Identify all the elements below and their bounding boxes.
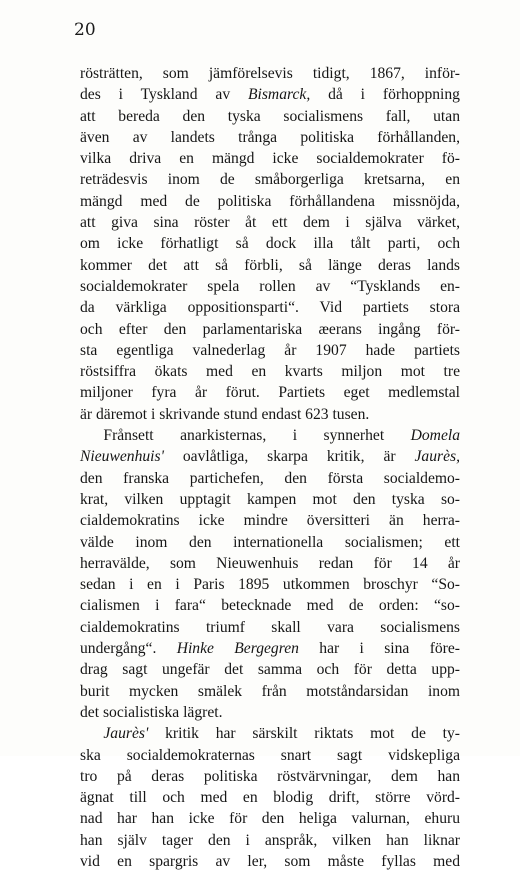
- text-segment: des i Tyskland av: [80, 86, 248, 104]
- text-segment: cialismen i fara“ betecknade med de orden: “so-: [80, 597, 460, 615]
- text-segment: mängd med de politiska förhållandena missnöjda,: [80, 192, 460, 210]
- text-line: [80, 702, 460, 723]
- text-line: [80, 127, 460, 148]
- text-segment: da värkliga oppositionsparti“. Vid partiets stora: [80, 299, 460, 317]
- text-line: [80, 425, 460, 446]
- text-segment: sedan i en i Paris 1895 utkommen broschyr “So-: [80, 576, 460, 594]
- text-line: [80, 489, 460, 510]
- text-line: [80, 340, 460, 361]
- text-line: [80, 766, 460, 787]
- text-segment: ägnat till och med en blodig drift, större vörd-: [80, 789, 460, 807]
- text-segment: undergång“.: [80, 640, 177, 658]
- text-segment: det socialistiska lägret.: [80, 703, 223, 721]
- text-segment: kritik har särskilt riktats mot de ty-: [148, 725, 460, 743]
- text-segment: cialdemokratins icke mindre översitteri än herra-: [80, 512, 460, 530]
- text-line: [80, 148, 460, 169]
- text-line: [80, 361, 460, 382]
- text-line: [80, 63, 460, 84]
- text-line: [80, 233, 460, 254]
- text-segment: då i förhoppning: [310, 86, 460, 104]
- page-number: 20: [74, 20, 96, 40]
- text-line: [80, 532, 460, 553]
- text-segment: tro på deras politiska röstvärvningar, dem han: [80, 767, 460, 785]
- text-segment: herravälde, som Nieuwenhuis redan för 14 år: [80, 554, 460, 572]
- text-segment: har i sina före-: [298, 640, 460, 658]
- italic-name: Nieuwenhuis': [80, 448, 164, 466]
- text-segment: och efter den parlamentariska æerans ingång för-: [80, 320, 460, 338]
- text-segment: om icke förhatligt så dock illa tålt parti, och: [80, 235, 460, 253]
- text-segment: miljoner fyra år förut. Partiets eget medlemstal: [80, 384, 460, 402]
- text-line: [80, 191, 460, 212]
- italic-name: Domela: [410, 427, 460, 445]
- text-line: [80, 468, 460, 489]
- text-segment: vid en spargris av ler, som måste fyllas med: [80, 852, 460, 870]
- italic-name: Bismarck,: [248, 86, 311, 104]
- text-line: [80, 276, 460, 297]
- text-line: [80, 212, 460, 233]
- text-line: [80, 404, 460, 425]
- text-line: [80, 446, 460, 467]
- text-line: [80, 255, 460, 276]
- text-segment: är däremot i skrivande stund endast 623 tusen.: [80, 405, 370, 423]
- body-text: [80, 63, 460, 872]
- text-line: [80, 595, 460, 616]
- text-segment: kommer det att så förbli, så länge deras lands: [80, 256, 460, 274]
- text-line: [80, 553, 460, 574]
- text-segment: reträdesvis inom de småborgerliga kretsarna, en: [80, 171, 460, 189]
- text-line: [80, 787, 460, 808]
- text-segment: nad har han icke för den heliga valurnan, ehuru: [80, 810, 460, 828]
- text-line: [80, 574, 460, 595]
- text-line: [80, 382, 460, 403]
- text-segment: att giva sina röster åt ett dem i själva värket,: [80, 214, 460, 232]
- text-segment: välde inom den internationella socialismen; ett: [80, 533, 460, 551]
- text-segment: att bereda den tyska socialismens fall, utan: [80, 107, 460, 125]
- text-line: [80, 106, 460, 127]
- text-segment: rösträtten, som jämförelsevis tidigt, 1867, inför-: [80, 65, 460, 82]
- text-segment: ska socialdemokraternas snart sagt vidskepliga: [80, 746, 460, 764]
- text-line: [80, 510, 460, 531]
- text-line: [80, 745, 460, 766]
- text-line: [80, 681, 460, 702]
- text-segment: vilka driva en mängd icke socialdemokrater fö-: [80, 150, 460, 168]
- text-segment: även av landets trånga politiska förhållanden,: [80, 128, 460, 146]
- text-segment: han själv tager den i anspråk, vilken han liknar: [80, 831, 460, 849]
- italic-name: Jaurès,: [414, 448, 460, 466]
- text-line: [80, 84, 460, 105]
- text-line: [80, 617, 460, 638]
- text-segment: den franska partichefen, den första socialdemo-: [80, 469, 460, 487]
- text-segment: socialdemokrater spela rollen av “Tysklands en-: [80, 277, 460, 295]
- text-segment: cialdemokratins triumf skall vara socialismens: [80, 618, 460, 636]
- text-segment: oavlåtliga, skarpa kritik, är: [163, 448, 415, 466]
- text-segment: krat, vilken upptagit kampen mot den tyska so-: [80, 490, 460, 508]
- italic-name: Hinke Bergegren: [176, 640, 299, 658]
- text-line: [80, 297, 460, 318]
- italic-name: Jaurès': [103, 725, 149, 743]
- text-segment: sta egentliga valnederlag år 1907 hade partiets: [80, 341, 460, 359]
- text-line: [80, 830, 460, 851]
- text-line: [80, 723, 460, 744]
- text-line: [80, 851, 460, 872]
- text-line: [80, 169, 460, 190]
- text-segment: drag sagt ungefär det samma och för detta upp-: [80, 661, 460, 679]
- text-segment: röstsiffra ökats med en kvarts miljon mot tre: [80, 363, 460, 381]
- text-line: [80, 808, 460, 829]
- text-line: [80, 659, 460, 680]
- text-segment: burit mycken smälek från motståndarsidan inom: [80, 682, 460, 700]
- text-segment: Frånsett anarkisternas, i synnerhet: [103, 427, 411, 445]
- text-line: [80, 638, 460, 659]
- text-line: [80, 319, 460, 340]
